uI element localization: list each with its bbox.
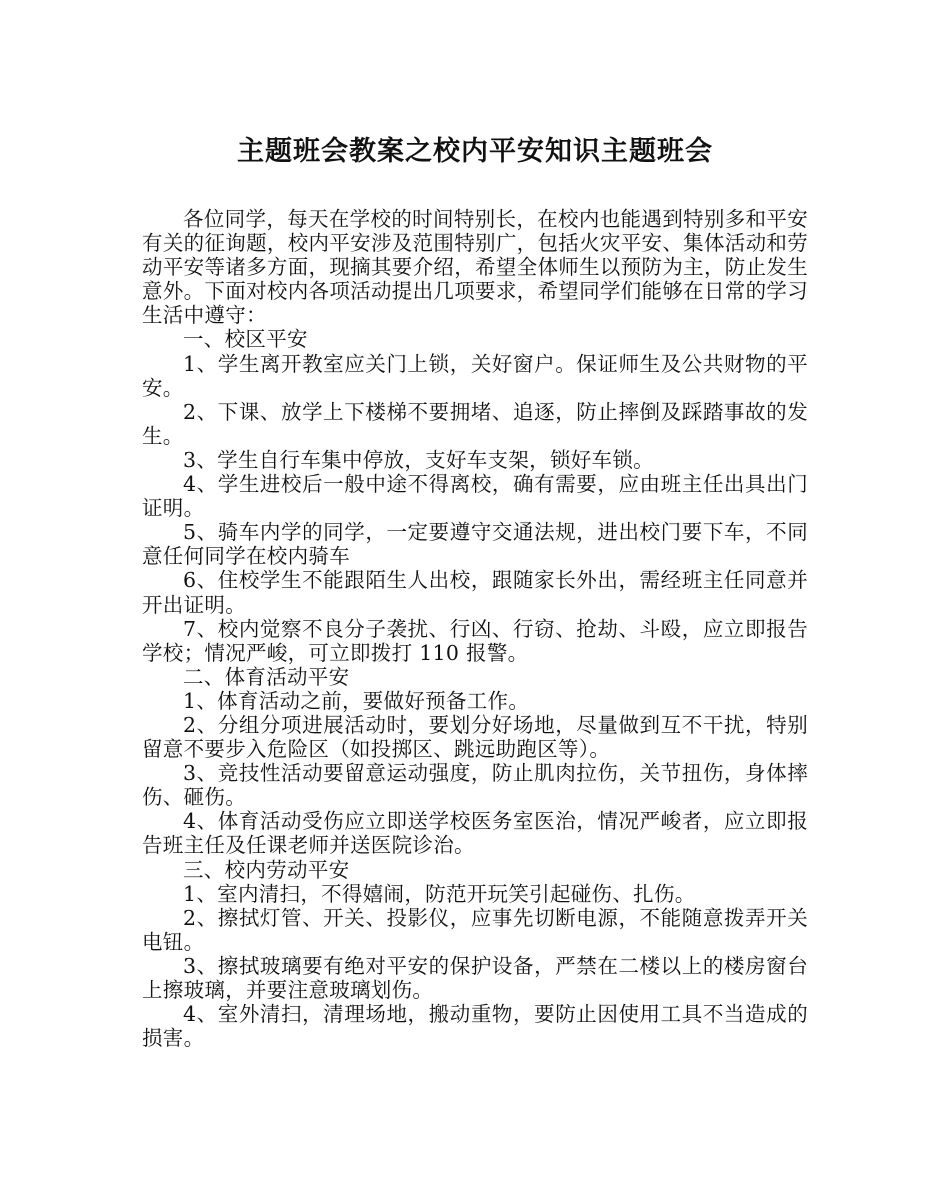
section-heading-2: 二、体育活动平安 (183, 664, 350, 689)
list-item: 1、学生离开教室应关门上锁，关好窗户。保证师生及公共财物的平安。 (142, 351, 808, 400)
section-heading-1: 一、校区平安 (183, 327, 308, 352)
list-item: 4、学生进校后一般中途不得离校，确有需要，应由班主任出具出门证明。 (142, 472, 808, 521)
paragraph-intro: 各位同学，每天在学校的时间特别长，在校内也能遇到特别多和平安有关的征询题，校内平安涉及范围特别广，包括火灾平安、集体活动和劳动平安等诸多方面，现摘其要介绍，希望全体师生以预防为主，防止发生意外。下面对校内各项活动提出几项要求，希望同学们能够在日常的学习生活中遵守： (142, 207, 808, 328)
list-item: 4、体育活动受伤应立即送学校医务室医治，情况严峻者，应立即报告班主任及任课老师并送医院诊治。 (142, 809, 808, 858)
section-heading-3: 三、校内劳动平安 (183, 857, 350, 882)
list-item: 3、学生自行车集中停放，支好车支架，锁好车锁。 (183, 447, 654, 472)
list-item: 1、室内清扫，不得嬉闹，防范开玩笑引起碰伤、扎伤。 (183, 881, 696, 906)
list-item: 6、住校学生不能跟陌生人出校，跟随家长外出，需经班主任同意并开出证明。 (142, 568, 808, 617)
document-body (142, 207, 808, 1050)
document-title: 主题班会教案之校内平安知识主题班会 (237, 136, 713, 167)
list-item: 2、擦拭灯管、开关、投影仪，应事先切断电源，不能随意拨弄开关电钮。 (142, 905, 808, 954)
list-item: 3、擦拭玻璃要有绝对平安的保护设备，严禁在二楼以上的楼房窗台上擦玻璃，并要注意玻璃划伤。 (142, 953, 808, 1002)
list-item: 2、下课、放学上下楼梯不要拥堵、追逐，防止摔倒及踩踏事故的发生。 (142, 399, 808, 448)
list-item: 7、校内觉察不良分子袭扰、行凶、行窃、抢劫、斗殴，应立即报告学校；情况严峻，可立即拨打 110 报警。 (142, 616, 808, 665)
list-item: 2、分组分项进展活动时，要划分好场地，尽量做到互不干扰，特别留意不要步入危险区（如投掷区、跳远助跑区等）。 (142, 712, 808, 762)
list-item: 3、竞技性活动要留意运动强度，防止肌肉拉伤，关节扭伤，身体摔伤、砸伤。 (142, 761, 808, 810)
list-item: 1、体育活动之前，要做好预备工作。 (183, 688, 530, 713)
list-item: 4、室外清扫，清理场地，搬动重物，要防止因使用工具不当造成的损害。 (142, 1002, 808, 1051)
list-item: 5、骑车内学的同学，一定要遵守交通法规，进出校门要下车，不同意任何同学在校内骑车 (142, 520, 808, 569)
